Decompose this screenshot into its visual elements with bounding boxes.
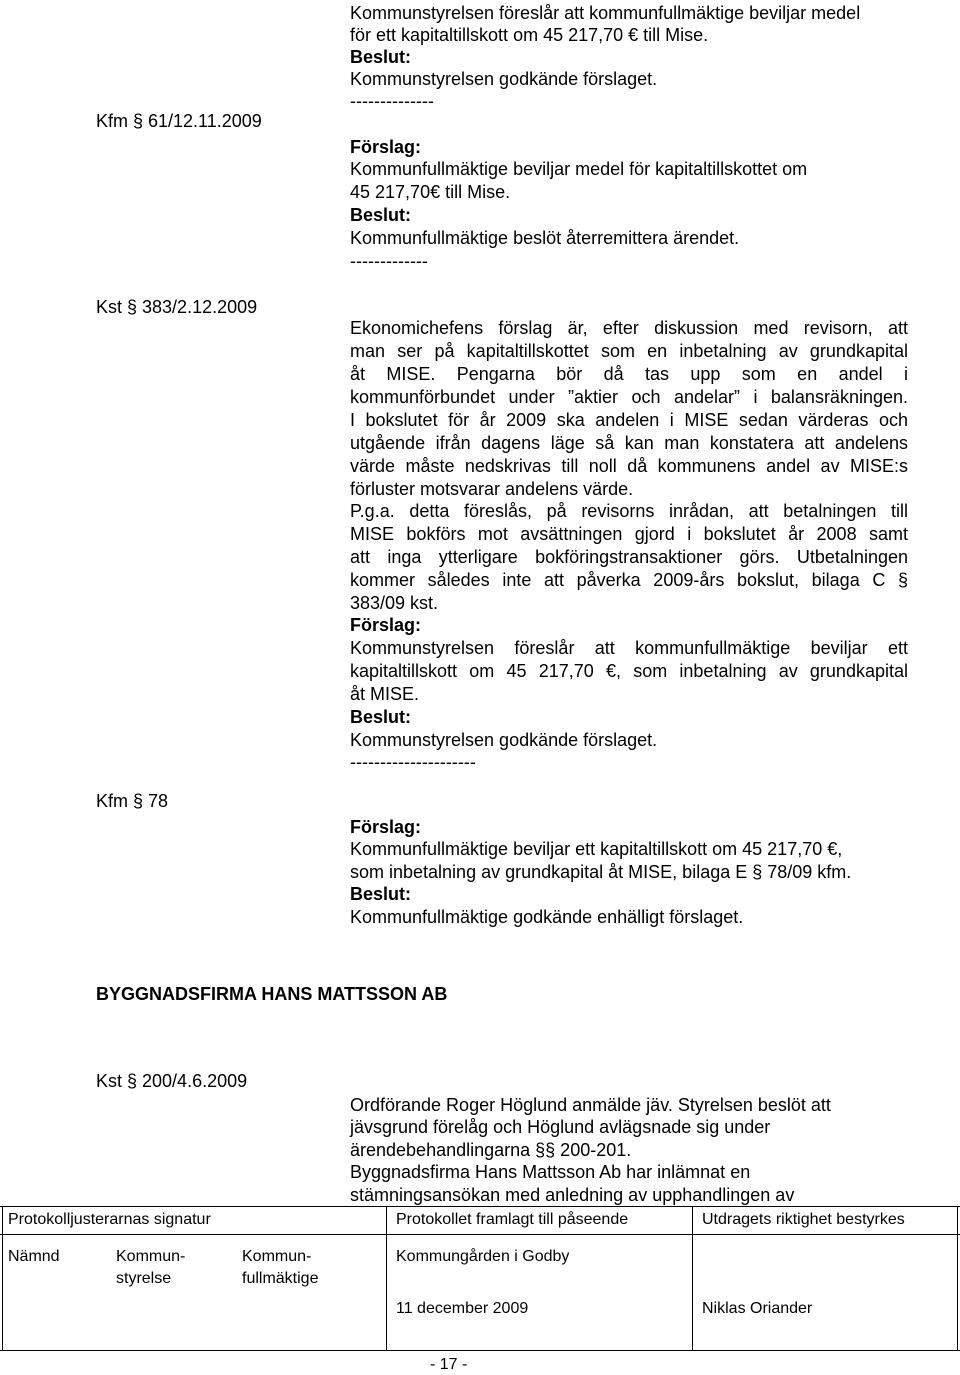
block4-line: Byggnadsfirma Hans Mattsson Ab har inlämnat en [350, 1162, 751, 1182]
block4-line: Ordförande Roger Höglund anmälde jäv. Styrelsen beslöt att [350, 1095, 831, 1115]
block1-beslut-label: Beslut: [350, 47, 412, 67]
footer-col-divider [386, 1206, 387, 1350]
kommunfullmaktige-line2: fullmäktige [242, 1270, 319, 1287]
block1-beslut-text: Kommunstyrelsen godkände förslaget. [350, 69, 658, 89]
block1-beslut2-label: Beslut: [350, 205, 412, 225]
kommunstyrelse-line2: styrelse [116, 1270, 172, 1287]
kfm-61-ref: Kfm § 61/12.11.2009 [96, 111, 262, 131]
block1-separator: -------------- [350, 91, 434, 111]
footer-col-divider [692, 1206, 693, 1350]
namnd-label: Nämnd [8, 1248, 60, 1265]
footer-right-border [957, 1206, 958, 1350]
block2-para-line: I bokslutet för år 2009 ska andelen i MISE sedan värderas och [350, 410, 908, 430]
footer-left-border [2, 1206, 3, 1350]
block1-forslag-label: Förslag: [350, 137, 422, 157]
kst-200-ref: Kst § 200/4.6.2009 [96, 1071, 248, 1091]
block3-forslag-line: som inbetalning av grundkapital åt MISE, bilaga E § 78/09 kfm. [350, 862, 852, 882]
block2-para-line: kommunförbundet under ”aktier och andelar” i balansräkningen. [350, 387, 908, 407]
block2-para-line: åt MISE. Pengarna bör då tas upp som en andel i [350, 364, 908, 384]
block1-line1: Kommunstyrelsen föreslår att kommunfullmäktige beviljar medel [350, 3, 861, 23]
block2-forslag-line: Kommunstyrelsen föreslår att kommunfullmäktige beviljar ett [350, 638, 908, 658]
block4-line: stämningsansökan med anledning av upphandlingen av [350, 1185, 795, 1205]
block3-beslut-label: Beslut: [350, 884, 412, 904]
block2-para-line: värde måste nedskrivas till noll då kommunens andel av MISE:s [350, 456, 908, 476]
page-number: - 17 - [430, 1356, 468, 1373]
displayed-label: Protokollet framlagt till påseende [396, 1211, 629, 1228]
place-text: Kommungården i Godby [396, 1248, 570, 1265]
block2-para-line: P.g.a. detta föreslås, på revisorns inrådan, att betalningen till [350, 501, 908, 521]
certifier-name: Niklas Oriander [702, 1300, 813, 1317]
block2-forslag-label: Förslag: [350, 615, 422, 635]
block2-separator: --------------------- [350, 752, 476, 772]
date-text: 11 december 2009 [396, 1300, 529, 1317]
block3-beslut-text: Kommunfullmäktige godkände enhälligt förslaget. [350, 907, 744, 927]
block4-line: ärendebehandlingarna §§ 200-201. [350, 1140, 632, 1160]
block2-para-line: MISE bokförs mot avsättningen gjord i bokslutet år 2008 samt [350, 524, 908, 544]
block2-para-line: 383/09 kst. [350, 593, 439, 613]
footer-top-rule [0, 1206, 960, 1207]
signature-label: Protokolljusterarnas signatur [8, 1211, 211, 1228]
block2-beslut-text: Kommunstyrelsen godkände förslaget. [350, 730, 658, 750]
block2-forslag-line: kapitaltillskott om 45 217,70 €, som inbetalning av grundkapital [350, 661, 908, 681]
block4-line: jävsgrund förelåg och Höglund avlägsnade sig under [350, 1117, 771, 1137]
block2-beslut-label: Beslut: [350, 707, 412, 727]
block2-para-line: utgående ifrån dagens läge så kan man konstatera att andelens [350, 433, 908, 453]
block2-para-line: man ser på kapitaltillskottet som en inbetalning av grundkapital [350, 341, 908, 361]
block2-para-line: förluster motsvarar andelens värde. [350, 479, 634, 499]
footer-mid-rule [0, 1234, 960, 1235]
certified-label: Utdragets riktighet bestyrkes [702, 1211, 905, 1228]
block1-forslag-line1: Kommunfullmäktige beviljar medel för kapitaltillskottet om [350, 159, 808, 179]
block3-forslag-line: Kommunfullmäktige beviljar ett kapitaltillskott om 45 217,70 €, [350, 839, 843, 859]
kommunstyrelse-line1: Kommun- [116, 1248, 186, 1265]
block1-line2: för ett kapitaltillskott om 45 217,70 € till Mise. [350, 25, 709, 45]
block1-beslut2-text: Kommunfullmäktige beslöt återremittera ärendet. [350, 228, 740, 248]
block3-forslag-label: Förslag: [350, 817, 422, 837]
section-heading: BYGGNADSFIRMA HANS MATTSSON AB [96, 984, 448, 1004]
footer-bottom-rule [0, 1350, 960, 1351]
kommunfullmaktige-line1: Kommun- [242, 1248, 312, 1265]
block1-forslag-line2: 45 217,70€ till Mise. [350, 182, 511, 202]
block2-para-line: Ekonomichefens förslag är, efter diskussion med revisorn, att [350, 318, 908, 338]
block1-separator2: ------------- [350, 251, 428, 271]
kfm-78-ref: Kfm § 78 [96, 791, 169, 811]
block2-para-line: kommer således inte att påverka 2009-års bokslut, bilaga C § [350, 570, 908, 590]
block2-forslag-line: åt MISE. [350, 684, 420, 704]
block2-para-line: att inga ytterligare bokföringstransaktioner görs. Utbetalningen [350, 547, 908, 567]
kst-383-ref: Kst § 383/2.12.2009 [96, 297, 258, 317]
